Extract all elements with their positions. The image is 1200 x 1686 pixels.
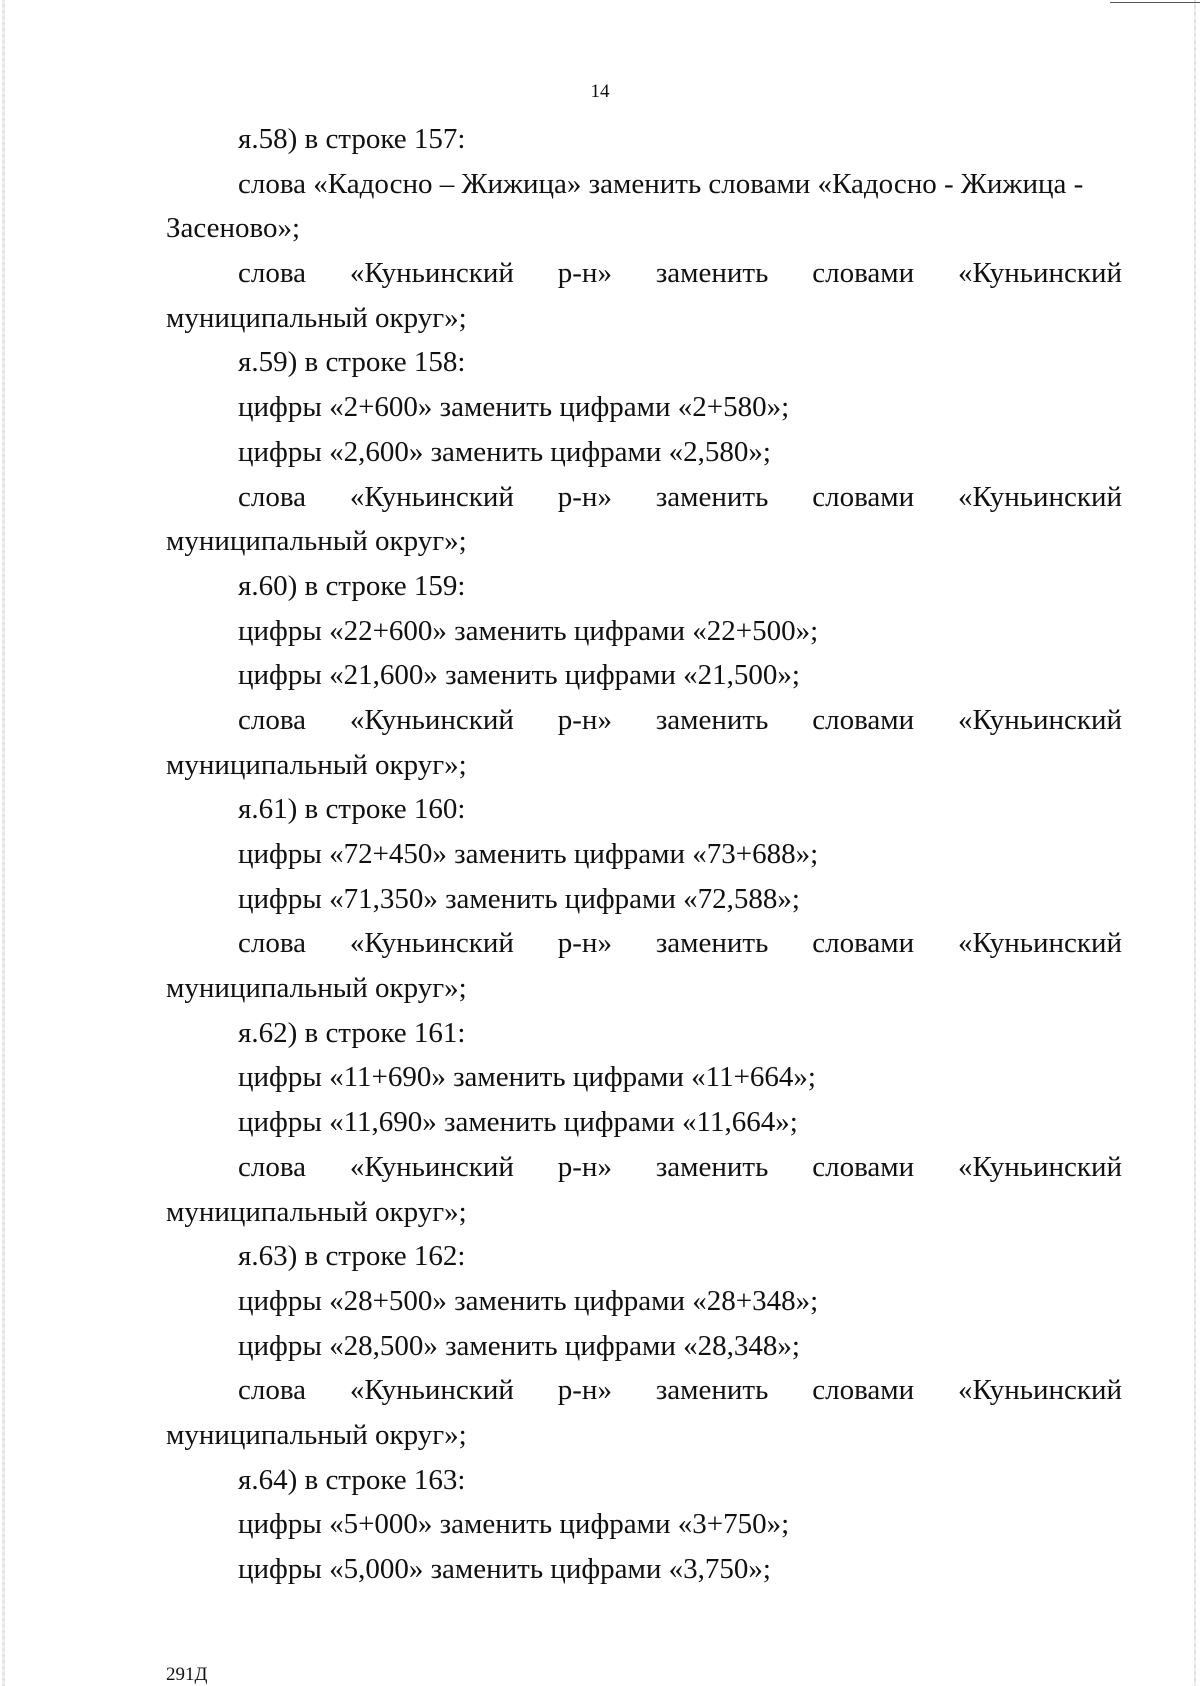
word: «Куньинский (958, 1150, 1122, 1183)
word: заменить (655, 927, 769, 960)
indented-line: цифры «11,690» заменить цифрами «11,664»; (238, 1106, 798, 1139)
word: словами (812, 1150, 915, 1183)
word: заменить (655, 703, 769, 736)
justified-line (166, 475, 1122, 520)
continuation-line: муниципальный округ»; (166, 972, 467, 1005)
indented-line: цифры «71,350» заменить цифрами «72,588»; (238, 882, 800, 915)
indented-line: цифры «28+500» заменить цифрами «28+348»; (238, 1284, 819, 1317)
word: р-н» (557, 1374, 612, 1407)
justified-line (166, 1368, 1122, 1413)
word: слова (238, 703, 307, 736)
continuation-line: муниципальный округ»; (166, 1418, 467, 1451)
continuation-line: муниципальный округ»; (166, 1195, 467, 1228)
continuation-line: Засеново»; (166, 212, 301, 245)
document-body (166, 117, 1122, 1592)
indented-line: я.63) в строке 162: (238, 1240, 466, 1273)
word: «Куньинский (349, 480, 514, 513)
word: слова (238, 1374, 307, 1407)
word: словами (812, 927, 915, 960)
word: словами (812, 703, 915, 736)
indented-line: цифры «5+000» заменить цифрами «3+750»; (238, 1508, 790, 1541)
word: «Куньинский (958, 257, 1122, 290)
indented-line: цифры «11+690» заменить цифрами «11+664»; (238, 1061, 816, 1094)
indented-line: я.58) в строке 157: (238, 123, 466, 155)
indented-line: я.60) в строке 159: (238, 569, 466, 602)
word: заменить (655, 257, 769, 290)
word: «Куньинский (349, 1374, 514, 1407)
word: р-н» (557, 703, 612, 736)
word: р-н» (557, 1150, 612, 1183)
word: «Куньинский (349, 703, 514, 736)
justified-line (166, 1145, 1122, 1190)
word: «Куньинский (958, 480, 1122, 513)
word: слова (238, 927, 307, 960)
scan-edge-right (1194, 0, 1196, 1686)
word: «Куньинский (349, 1150, 514, 1183)
word: словами (812, 257, 915, 290)
indented-line: я.62) в строке 161: (238, 1016, 466, 1049)
continuation-line: муниципальный округ»; (166, 748, 467, 781)
indented-line: цифры «2,600» заменить цифрами «2,580»; (238, 435, 771, 468)
word: слова (238, 1150, 307, 1183)
word: заменить (655, 480, 769, 513)
scan-top-line (1110, 2, 1200, 3)
word: словами (812, 1374, 915, 1407)
word: заменить (655, 1150, 769, 1183)
continuation-line: муниципальный округ»; (166, 525, 467, 558)
word: словами (812, 480, 915, 513)
indented-line: цифры «5,000» заменить цифрами «3,750»; (238, 1553, 771, 1585)
indented-line: цифры «72+450» заменить цифрами «73+688»; (238, 838, 819, 870)
indented-line: цифры «28,500» заменить цифрами «28,348»; (238, 1329, 800, 1362)
indented-line: я.64) в строке 163: (238, 1463, 466, 1496)
continuation-line: муниципальный округ»; (166, 301, 467, 334)
justified-line (166, 698, 1122, 743)
word: слова (238, 257, 307, 290)
indented-line: цифры «2+600» заменить цифрами «2+580»; (238, 391, 790, 424)
word: р-н» (557, 927, 612, 960)
word: р-н» (557, 257, 612, 290)
word: «Куньинский (349, 927, 514, 960)
word: заменить (655, 1374, 769, 1407)
word: «Куньинский (349, 257, 514, 290)
indented-line: слова «Кадосно – Жижица» заменить словами «Кадосно - Жижица - (238, 167, 1084, 200)
word: слова (238, 480, 307, 513)
indented-line: цифры «21,600» заменить цифрами «21,500»; (238, 659, 800, 692)
scan-edge-left (2, 0, 5, 1686)
indented-line: цифры «22+600» заменить цифрами «22+500»; (238, 614, 819, 647)
footer-code: 291Д (166, 1664, 208, 1685)
word: «Куньинский (958, 703, 1122, 736)
indented-line: я.59) в строке 158: (238, 346, 466, 379)
indented-line: я.61) в строке 160: (238, 793, 466, 826)
word: «Куньинский (958, 1374, 1122, 1407)
justified-line (166, 251, 1122, 296)
word: р-н» (557, 480, 612, 513)
word: «Куньинский (958, 927, 1122, 960)
page-number: 14 (590, 81, 610, 102)
justified-line (166, 921, 1122, 966)
